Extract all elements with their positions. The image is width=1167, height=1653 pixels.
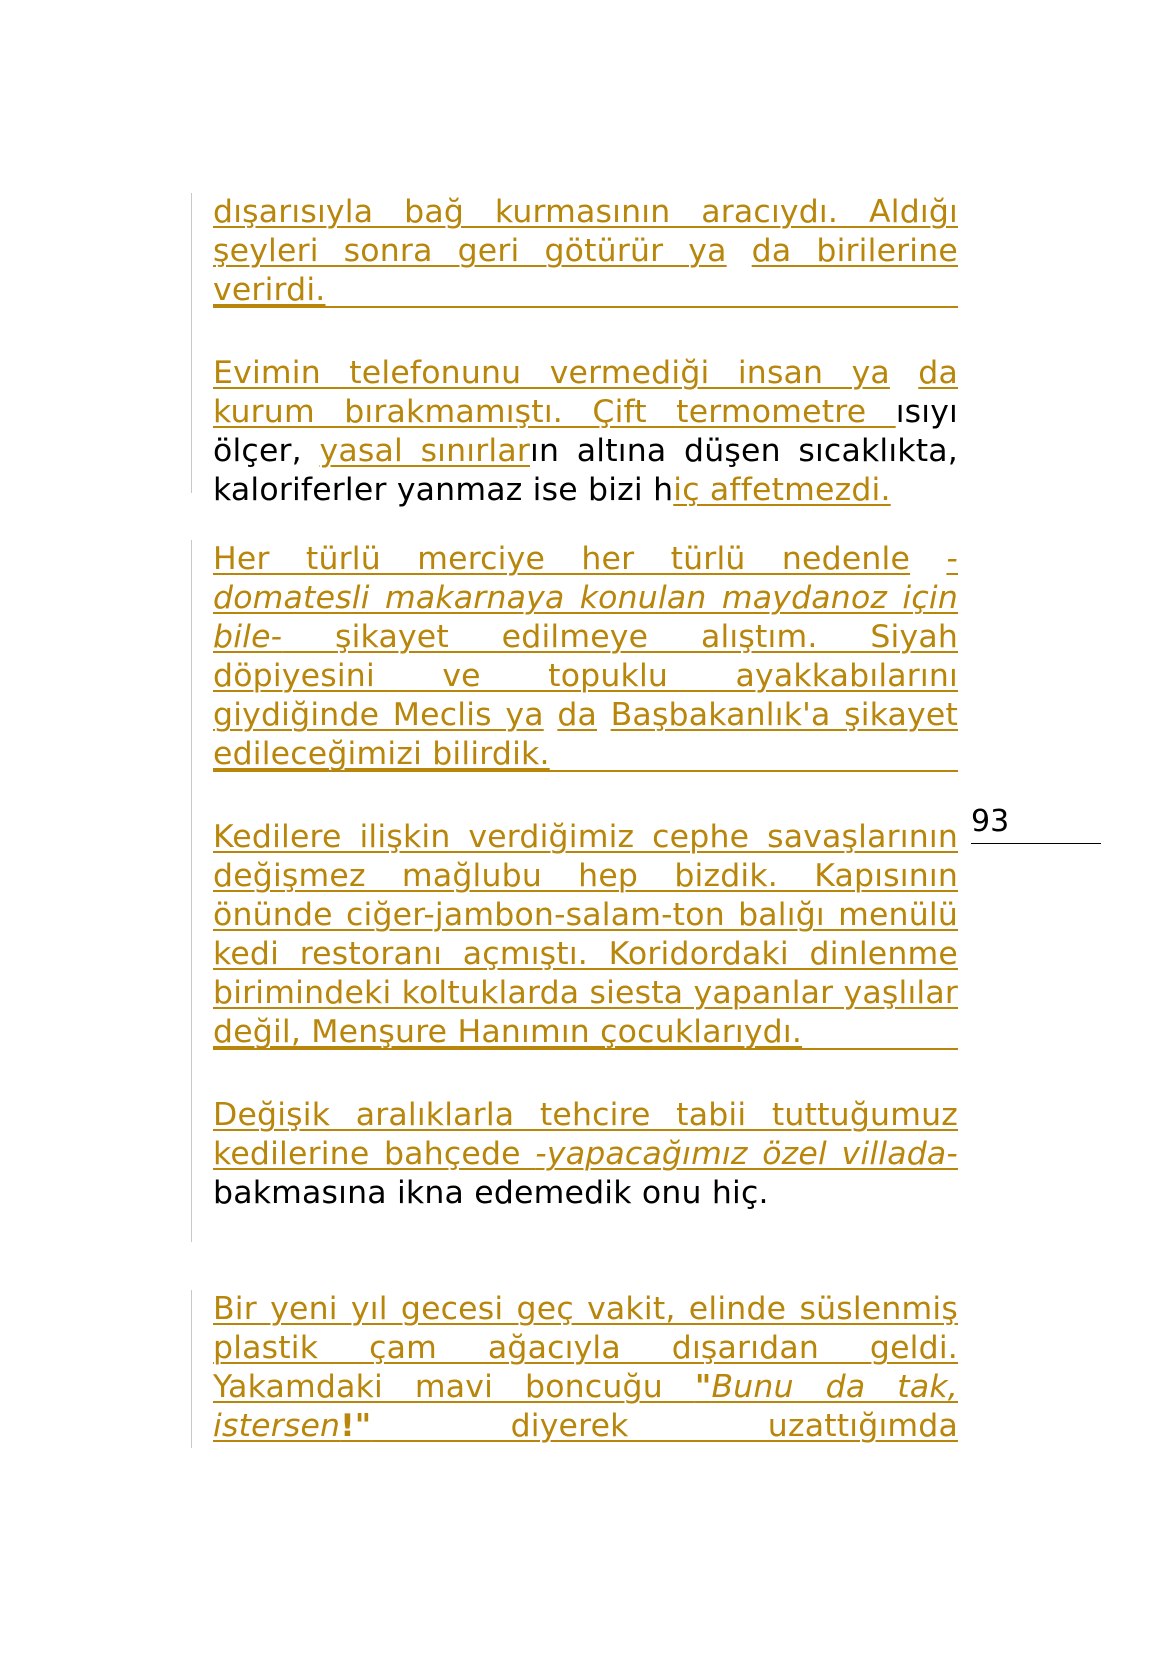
highlighted-text: yasal sınırlar — [319, 433, 531, 469]
paragraph-6 — [213, 1290, 958, 1446]
page-number-rule — [971, 843, 1101, 844]
highlighted-text: şikayet edilmeye alıştım. Siyah döpiyesini ve topuklu ayakkabılarını giydiğinde Meclis ya — [213, 619, 958, 733]
highlighted-text: şeyleri sonra geri götürür ya — [213, 233, 727, 269]
highlighted-text: Kedilere ilişkin verdiğimiz cephe savaşlarının değişmez mağlubu hep bizdik. Kapısının önünde ciğer-jambon-salam-ton balığı menülü kedi restoranı açmıştı. Koridordaki dinlenme birimindeki koltuklarda siesta yapanlar yaşlılar değil, Menşure Hanımın çocuklarıydı. — [213, 819, 959, 1050]
highlighted-text: dışarısıyla bağ kurmasının aracıydı. Aldığı — [213, 194, 958, 230]
plain-text: ısıyı ölçer, — [213, 394, 958, 469]
highlighted-text: Her türlü merciye her türlü nedenle — [213, 541, 911, 577]
highlighted-text: Başbakanlık'a şikayet edileceğimizi bilirdik. — [213, 697, 959, 772]
paragraph-1 — [213, 193, 958, 310]
highlighted-text: da — [918, 355, 958, 391]
highlighted-text: da birilerine — [751, 233, 958, 269]
paragraph-3 — [213, 540, 958, 774]
paragraph-2 — [213, 354, 958, 510]
highlighted-text: da — [557, 697, 598, 733]
highlighted-italic-text: Bunu da tak, istersen — [213, 1369, 958, 1444]
plain-text: bakmasına ikna edemedik onu hiç. — [213, 1175, 769, 1211]
text-block-2 — [191, 540, 958, 1242]
page-number: 93 — [971, 804, 1010, 839]
highlighted-italic-text: -yapacağımız özel villada- — [535, 1136, 958, 1172]
highlighted-bold-text: " — [694, 1369, 712, 1405]
highlighted-text: kurum bırakmamıştı. Çift termometre — [213, 394, 896, 430]
paragraph-4 — [213, 818, 958, 1052]
highlighted-text: Değişik aralıklarla tehcire tabii tuttuğumuz kedilerine bahçede — [213, 1097, 958, 1172]
highlighted-bold-text: !" — [340, 1408, 372, 1444]
highlighted-text: diyerek uzattığımda — [371, 1408, 958, 1444]
plain-text: ın altına düşen sıcaklıkta, kaloriferler yanmaz ise bizi h — [213, 433, 959, 508]
highlighted-text: verirdi. — [213, 272, 326, 308]
paragraph-5 — [213, 1096, 958, 1213]
highlighted-text: Bir yeni yıl gecesi geç vakit, elinde süslenmiş plastik çam ağacıyla dışarıdan geldi. Yakamdaki mavi boncuğu — [213, 1291, 958, 1405]
text-block-1 — [191, 193, 959, 508]
highlighted-italic-text: -domatesli makarnaya konulan maydanoz için bile- — [213, 541, 958, 655]
text-block-3 — [191, 1290, 958, 1448]
highlighted-text: iç affetmezdi. — [673, 472, 891, 508]
highlighted-text: Evimin telefonunu vermediği insan ya — [213, 355, 890, 391]
